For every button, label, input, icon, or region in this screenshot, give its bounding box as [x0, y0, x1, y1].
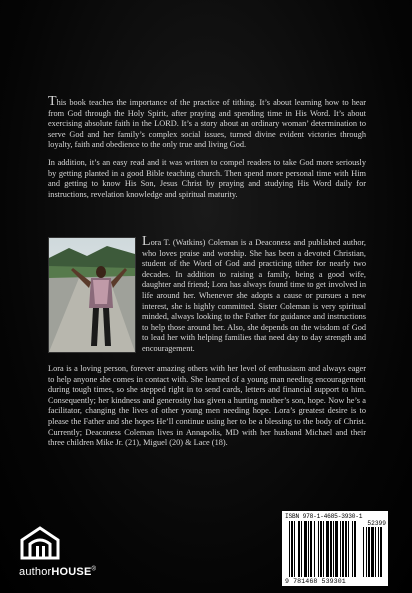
price-code: 52399	[367, 520, 386, 527]
author-paragraph-2: Lora is a loving person, forever amazing others with her level of enthusiasm and always eager to help anyone she comes in contact with. She learned of a young man needing encouragement during tough times, so she stepped right in to send cards, letters and financial support to him. Consequently; her kindness and generosity has given a hurting mother’s son, hope. Now he’s a facilitator, changing the lives of other young men needing hope. Lora’s greatest desire is to please the Father and she hopes He’ll continue using her to be a blessing to the body of Christ. Currently; Deaconess Coleman lives in Annapolis, MD with her husband Michael and their three children Mike Jr. (21), Miguel (20) & Lace (18).	[48, 364, 366, 448]
isbn-barcode	[282, 511, 388, 586]
barcode-digits: 9 781468 539301	[285, 578, 346, 585]
author-photo	[48, 237, 136, 353]
intro-paragraph-1-text: his book teaches the importance of the practice of tithing. It’s about learning how to hear from God through the Holy Spirit, after praying and spending time in His Word. It’s about exercising absolute faith in the LORD. It’s a story about an ordinary woman’ determination to serve God and her family’s complex social issues, turned divine evident victories through loyalty, faith and obedience to the only true and living God.	[48, 98, 366, 150]
barcode-bars	[285, 521, 385, 579]
isbn-text: ISBN 978-1-4685-3930-1	[285, 513, 363, 520]
publisher-name: authorHOUSE®	[19, 566, 97, 578]
house-icon	[18, 526, 62, 562]
intro-paragraph-1	[48, 94, 366, 151]
intro-paragraph-2: In addition, it’s an easy read and it was written to compel readers to take God more seriously by getting planted in a good Bible teaching church. Then spend more personal time with Him and getting to know His Son, Jesus Christ by praying and studying His Word daily for instructions, revelation knowledge and spiritual maturity.	[48, 158, 366, 199]
author-bio-text: ora T. (Watkins) Coleman is a Deaconess and published author, who loves praise and worship. She has been a devoted Christian, student of the Word of God and practicing tither for nearly two decades. In addition to raising a family, being a good wife, daughter and friend; Lora has always found time to get involved in life around her. Whenever she adopts a cause or pursues a new interest, she is highly committed. Sister Coleman is very spiritual minded, always looking to the Father for guidance and instructions to help those around her. Also, she depends on the wisdom of God to lead her with helping families that need day to day strength and encouragement.	[142, 238, 366, 353]
drop-cap: T	[48, 94, 57, 109]
bio-drop-cap: L	[142, 234, 151, 249]
author-bio	[142, 234, 366, 355]
